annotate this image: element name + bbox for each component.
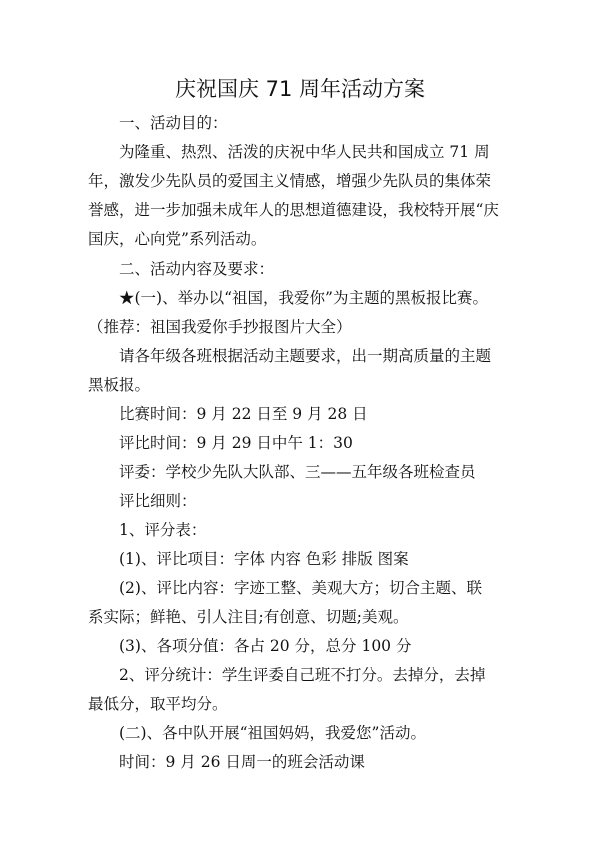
section-heading-content: 二、活动内容及要求： bbox=[119, 260, 275, 278]
paragraph-line: 国庆，心向党”系列活动。 bbox=[88, 230, 267, 248]
paragraph-line: 誉感，进一步加强未成年人的思想道德建设，我校特开展“庆 bbox=[88, 201, 499, 219]
judging-time: 评比时间：9 月 29 日中午 1：30 bbox=[119, 434, 353, 452]
subsection-heading-blackboard: ★(一)、举办以“祖国，我爱你”为主题的黑板报比赛。 bbox=[119, 289, 488, 307]
paragraph-line: 年，激发少先队员的爱国主义情感，增强少先队员的集体荣 bbox=[88, 172, 492, 190]
document-title: 庆祝国庆 71 周年活动方案 bbox=[174, 77, 426, 101]
criteria-content: (2)、评比内容：字迹工整、美观大方；切合主题、联 bbox=[119, 579, 482, 597]
score-statistics: 2、评分统计：学生评委自己班不打分。去掉分，去掉 bbox=[119, 666, 486, 684]
recommendation-note: （推荐：祖国我爱你手抄报图片大全） bbox=[88, 318, 352, 336]
paragraph-line: 请各年级各班根据活动主题要求，出一期高质量的主题 bbox=[119, 347, 492, 365]
paragraph-line: 黑板报。 bbox=[88, 376, 151, 394]
judges: 评委：学校少先队大队部、三——五年级各班检查员 bbox=[119, 463, 476, 481]
paragraph-line: 为隆重、热烈、活泼的庆祝中华人民共和国成立 71 周 bbox=[119, 143, 490, 161]
subsection-heading-activity: (二)、各中队开展“祖国妈妈，我爱您”活动。 bbox=[119, 724, 426, 742]
criteria-items: (1)、评比项目：字体 内容 色彩 排版 图案 bbox=[119, 550, 409, 568]
score-values: (3)、各项分值：各占 20 分，总分 100 分 bbox=[119, 637, 412, 655]
scoring-table-heading: 1、评分表： bbox=[119, 521, 207, 539]
section-heading-purpose: 一、活动目的： bbox=[119, 114, 228, 132]
paragraph-line: 系实际；鲜艳、引人注目;有创意、切题;美观。 bbox=[88, 608, 409, 626]
judging-rules-heading: 评比细则： bbox=[119, 492, 197, 510]
paragraph-line: 最低分，取平均分。 bbox=[88, 695, 228, 713]
contest-time: 比赛时间：9 月 22 日至 9 月 28 日 bbox=[119, 405, 368, 423]
activity-time: 时间：9 月 26 日周一的班会活动课 bbox=[119, 753, 365, 771]
